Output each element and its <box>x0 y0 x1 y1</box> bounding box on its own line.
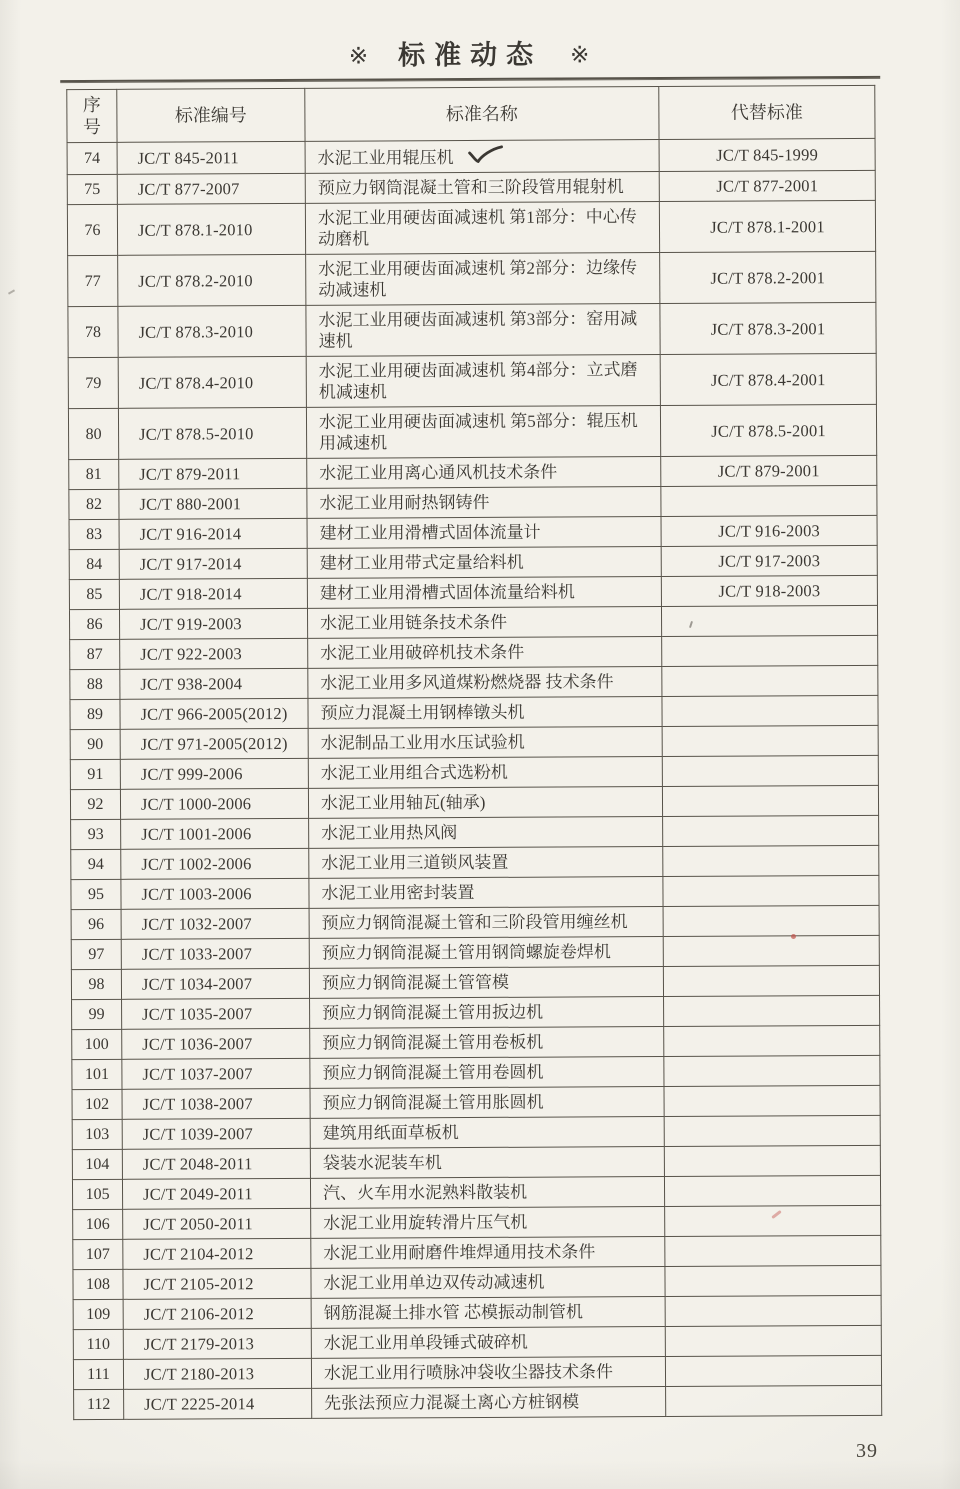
row-serial: 107 <box>73 1239 123 1269</box>
row-serial: 101 <box>72 1059 122 1089</box>
table-row <box>73 1295 881 1329</box>
row-replaced-standard: JC/T 878.1-2001 <box>659 200 875 252</box>
page-title <box>66 36 874 75</box>
row-serial: 83 <box>69 519 119 549</box>
table-row <box>73 1205 881 1239</box>
row-serial: 87 <box>70 639 120 669</box>
row-standard-name: 预应力钢筒混凝土管用卷板机 <box>310 1026 664 1058</box>
row-standard-code: JC/T 878.5-2010 <box>118 407 306 459</box>
row-standard-name: 水泥工业用耐磨件堆焊通用技术条件 <box>311 1236 665 1268</box>
table-row <box>71 815 879 849</box>
row-serial: 76 <box>67 204 117 255</box>
row-standard-code: JC/T 918-2014 <box>119 578 307 609</box>
row-standard-name: 水泥工业用密封装置 <box>309 877 663 909</box>
row-standard-code: JC/T 878.1-2010 <box>117 203 305 255</box>
row-standard-name: 水泥工业用行喷脉冲袋收尘器技术条件 <box>311 1356 665 1388</box>
col-header-serial: 序号 <box>67 89 117 142</box>
standards-table-header <box>67 85 875 142</box>
row-standard-name: 水泥工业用单边双传动减速机 <box>311 1266 665 1298</box>
scan-artifact-red-speck <box>791 934 796 939</box>
col-header-name: 标准名称 <box>305 87 659 142</box>
row-replaced-standard <box>664 1085 880 1116</box>
row-standard-code: JC/T 1001-2006 <box>121 818 309 849</box>
row-standard-code: JC/T 845-2011 <box>117 141 305 174</box>
table-row <box>72 1145 880 1179</box>
row-standard-code: JC/T 880-2001 <box>119 488 307 519</box>
page-number: 39 <box>856 1440 878 1462</box>
scan-artifact-margin-mark <box>8 289 15 294</box>
row-replaced-standard <box>662 665 878 696</box>
row-standard-code: JC/T 2104-2012 <box>123 1238 311 1269</box>
row-standard-code: JC/T 1003-2006 <box>121 878 309 909</box>
col-header-code: 标准编号 <box>117 88 305 142</box>
table-row <box>67 170 875 204</box>
table-row <box>69 455 877 489</box>
row-serial: 109 <box>73 1299 123 1329</box>
table-row <box>70 785 878 819</box>
row-replaced-standard <box>663 935 879 966</box>
row-standard-name: 水泥工业用离心通风机技术条件 <box>307 457 661 489</box>
table-row <box>69 605 877 639</box>
row-standard-name: 水泥工业用辊压机 <box>305 140 659 174</box>
row-serial: 81 <box>69 459 119 489</box>
row-serial: 86 <box>69 609 119 639</box>
row-standard-name: 袋装水泥装车机 <box>310 1146 664 1178</box>
row-replaced-standard: JC/T 916-2003 <box>661 515 877 546</box>
row-standard-code: JC/T 879-2011 <box>119 458 307 489</box>
row-standard-code: JC/T 878.4-2010 <box>118 356 306 408</box>
row-standard-name: 水泥工业用热风阀 <box>309 817 663 849</box>
row-serial: 111 <box>73 1359 123 1389</box>
col-header-replaced: 代替标准 <box>659 85 875 139</box>
row-serial: 80 <box>68 408 118 459</box>
table-row <box>67 138 875 174</box>
masthead <box>66 36 874 83</box>
row-standard-code: JC/T 916-2014 <box>119 518 307 549</box>
row-replaced-standard <box>664 1175 880 1206</box>
row-serial: 112 <box>74 1389 124 1419</box>
row-replaced-standard <box>662 695 878 726</box>
row-replaced-standard <box>663 905 879 936</box>
table-row <box>73 1325 881 1359</box>
row-standard-code: JC/T 1038-2007 <box>122 1088 310 1119</box>
table-row <box>71 935 879 969</box>
row-serial: 92 <box>70 789 120 819</box>
row-replaced-standard <box>665 1355 881 1386</box>
row-standard-code: JC/T 1036-2007 <box>122 1028 310 1059</box>
row-standard-name: 水泥工业用多风道煤粉燃烧器 技术条件 <box>308 667 662 699</box>
row-standard-name: 建材工业用滑槽式固体流量给料机 <box>307 577 661 609</box>
row-serial: 88 <box>70 669 120 699</box>
row-serial: 104 <box>72 1149 122 1179</box>
row-standard-name: 水泥工业用耐热钢铸件 <box>307 487 661 519</box>
table-row <box>72 1115 880 1149</box>
row-replaced-standard: JC/T 877-2001 <box>659 170 875 201</box>
row-serial: 75 <box>67 174 117 204</box>
row-serial: 97 <box>71 939 121 969</box>
page-content <box>66 36 881 1420</box>
row-standard-name: 水泥工业用硬齿面减速机 第1部分：中心传动磨机 <box>305 202 659 255</box>
row-serial: 100 <box>72 1029 122 1059</box>
table-row <box>67 200 875 255</box>
row-standard-code: JC/T 2050-2011 <box>123 1208 311 1239</box>
table-row <box>74 1385 882 1419</box>
row-standard-code: JC/T 2106-2012 <box>123 1298 311 1329</box>
table-row <box>72 1055 880 1089</box>
row-standard-code: JC/T 2048-2011 <box>122 1148 310 1179</box>
table-row <box>73 1235 881 1269</box>
row-serial: 108 <box>73 1269 123 1299</box>
row-replaced-standard: JC/T 878.3-2001 <box>660 302 876 354</box>
row-replaced-standard <box>665 1205 881 1236</box>
row-replaced-standard: JC/T 878.2-2001 <box>660 251 876 303</box>
row-standard-name: 水泥工业用单段锤式破碎机 <box>311 1326 665 1358</box>
row-standard-name: 水泥工业用硬齿面减速机 第2部分：边缘传动减速机 <box>306 253 660 306</box>
row-standard-code: JC/T 1000-2006 <box>120 788 308 819</box>
row-replaced-standard <box>663 815 879 846</box>
row-standard-name: 建材工业用滑槽式固体流量计 <box>307 517 661 549</box>
table-row <box>71 845 879 879</box>
row-serial: 103 <box>72 1119 122 1149</box>
row-standard-code: JC/T 2179-2013 <box>123 1328 311 1359</box>
table-row <box>70 755 878 789</box>
table-row <box>72 1085 880 1119</box>
row-serial: 105 <box>72 1179 122 1209</box>
row-standard-code: JC/T 922-2003 <box>120 638 308 669</box>
row-replaced-standard <box>661 485 877 516</box>
row-replaced-standard <box>665 1325 881 1356</box>
row-serial: 74 <box>67 142 117 174</box>
row-replaced-standard <box>665 1265 881 1296</box>
row-standard-code: JC/T 999-2006 <box>120 758 308 789</box>
row-serial: 77 <box>68 255 118 306</box>
row-standard-name: 汽、火车用水泥熟料散装机 <box>310 1176 664 1208</box>
row-standard-name: 预应力钢筒混凝土管用胀圆机 <box>310 1086 664 1118</box>
row-replaced-standard: JC/T 878.5-2001 <box>660 404 876 456</box>
header-row <box>67 85 875 142</box>
table-row <box>72 995 880 1029</box>
row-standard-code: JC/T 917-2014 <box>119 548 307 579</box>
table-row <box>68 353 876 408</box>
row-standard-name: 预应力钢筒混凝土管用钢筒螺旋卷焊机 <box>309 937 663 969</box>
row-serial: 110 <box>73 1329 123 1359</box>
row-standard-name: 水泥工业用硬齿面减速机 第4部分：立式磨机减速机 <box>306 355 660 408</box>
row-standard-code: JC/T 2049-2011 <box>122 1178 310 1209</box>
row-serial: 89 <box>70 699 120 729</box>
row-standard-name: 水泥工业用旋转滑片压气机 <box>311 1206 665 1238</box>
table-row <box>69 545 877 579</box>
row-serial: 78 <box>68 306 118 357</box>
row-standard-code: JC/T 938-2004 <box>120 668 308 699</box>
row-standard-name: 预应力混凝土用钢棒镦头机 <box>308 697 662 729</box>
row-standard-code: JC/T 1035-2007 <box>122 998 310 1029</box>
row-standard-name: 水泥工业用轴瓦(轴承) <box>308 787 662 819</box>
row-standard-name: 预应力钢筒混凝土管和三阶段管用辊射机 <box>305 172 659 204</box>
row-standard-code: JC/T 2105-2012 <box>123 1268 311 1299</box>
handwritten-checkmark-icon <box>468 145 504 165</box>
table-row <box>68 251 876 306</box>
table-row <box>73 1355 881 1389</box>
row-standard-code: JC/T 2180-2013 <box>123 1358 311 1389</box>
row-standard-code: JC/T 1032-2007 <box>121 908 309 939</box>
table-row <box>69 575 877 609</box>
row-standard-code: JC/T 1037-2007 <box>122 1058 310 1089</box>
row-standard-code: JC/T 1002-2006 <box>121 848 309 879</box>
row-serial: 99 <box>72 999 122 1029</box>
row-serial: 91 <box>70 759 120 789</box>
row-standard-name: 先张法预应力混凝土离心方桩钢模 <box>312 1386 666 1418</box>
row-serial: 82 <box>69 489 119 519</box>
row-serial: 85 <box>69 579 119 609</box>
row-replaced-standard <box>666 1385 882 1416</box>
row-serial: 96 <box>71 909 121 939</box>
row-replaced-standard <box>662 635 878 666</box>
row-replaced-standard <box>665 1235 881 1266</box>
row-standard-name: 预应力钢筒混凝土管用卷圆机 <box>310 1056 664 1088</box>
table-row <box>69 515 877 549</box>
row-replaced-standard <box>663 845 879 876</box>
row-replaced-standard <box>664 1145 880 1176</box>
row-standard-code: JC/T 919-2003 <box>119 608 307 639</box>
row-serial: 95 <box>71 879 121 909</box>
row-standard-name: 水泥工业用链条技术条件 <box>307 607 661 639</box>
row-standard-name: 预应力钢筒混凝土管和三阶段管用缠丝机 <box>309 907 663 939</box>
row-replaced-standard <box>662 725 878 756</box>
row-standard-code: JC/T 877-2007 <box>117 173 305 204</box>
row-replaced-standard: JC/T 879-2001 <box>661 455 877 486</box>
row-serial: 102 <box>72 1089 122 1119</box>
row-serial: 93 <box>71 819 121 849</box>
row-serial: 79 <box>68 357 118 408</box>
table-row <box>68 404 876 459</box>
row-standard-name: 水泥工业用硬齿面减速机 第5部分：辊压机用减速机 <box>306 406 660 459</box>
row-standard-code: JC/T 1039-2007 <box>122 1118 310 1149</box>
table-row <box>70 665 878 699</box>
row-standard-name: 钢筋混凝土排水管 芯模振动制管机 <box>311 1296 665 1328</box>
row-standard-code: JC/T 1034-2007 <box>121 968 309 999</box>
row-replaced-standard <box>662 785 878 816</box>
row-standard-name: 水泥工业用破碎机技术条件 <box>308 637 662 669</box>
row-standard-code: JC/T 878.3-2010 <box>118 305 306 357</box>
row-replaced-standard <box>663 965 879 996</box>
row-standard-name: 预应力钢筒混凝土管用扳边机 <box>310 996 664 1028</box>
row-standard-name: 预应力钢筒混凝土管管模 <box>309 967 663 999</box>
row-standard-code: JC/T 966-2005(2012) <box>120 698 308 729</box>
row-serial: 90 <box>70 729 120 759</box>
row-replaced-standard <box>664 995 880 1026</box>
row-replaced-standard <box>665 1295 881 1326</box>
row-replaced-standard <box>664 1055 880 1086</box>
page-title-text: 标准动态 <box>398 39 543 71</box>
table-row <box>73 1265 881 1299</box>
row-serial: 106 <box>73 1209 123 1239</box>
row-standard-name: 建材工业用带式定量给料机 <box>307 547 661 579</box>
title-decoration-right-icon: ※ <box>570 42 592 68</box>
row-replaced-standard: JC/T 918-2003 <box>661 575 877 606</box>
row-serial: 98 <box>71 969 121 999</box>
row-replaced-standard: JC/T 878.4-2001 <box>660 353 876 405</box>
row-replaced-standard <box>664 1025 880 1056</box>
table-row <box>72 1025 880 1059</box>
table-row <box>72 1175 880 1209</box>
row-replaced-standard <box>663 875 879 906</box>
row-standard-name: 建筑用纸面草板机 <box>310 1116 664 1148</box>
row-standard-code: JC/T 878.2-2010 <box>118 254 306 306</box>
row-standard-code: JC/T 1033-2007 <box>121 938 309 969</box>
table-row <box>68 302 876 357</box>
table-row <box>70 635 878 669</box>
row-replaced-standard <box>661 605 877 636</box>
table-row <box>70 695 878 729</box>
table-row <box>71 905 879 939</box>
table-row <box>69 485 877 519</box>
row-standard-code: JC/T 971-2005(2012) <box>120 728 308 759</box>
row-replaced-standard <box>664 1115 880 1146</box>
row-standard-name: 水泥工业用硬齿面减速机 第3部分：窑用减速机 <box>306 304 660 357</box>
row-serial: 84 <box>69 549 119 579</box>
table-row <box>71 965 879 999</box>
row-standard-code: JC/T 2225-2014 <box>124 1388 312 1419</box>
row-standard-name: 水泥工业用三道锁风装置 <box>309 847 663 879</box>
table-row <box>70 725 878 759</box>
standards-table-body <box>67 138 882 1419</box>
standards-table <box>66 85 882 1420</box>
row-serial: 94 <box>71 849 121 879</box>
row-replaced-standard: JC/T 917-2003 <box>661 545 877 576</box>
row-replaced-standard <box>662 755 878 786</box>
row-standard-name: 水泥制品工业用水压试验机 <box>308 727 662 759</box>
title-decoration-left-icon: ※ <box>348 43 371 69</box>
row-standard-name: 水泥工业用组合式选粉机 <box>308 757 662 789</box>
row-replaced-standard: JC/T 845-1999 <box>659 138 875 171</box>
header-double-rule <box>60 76 880 83</box>
table-row <box>71 875 879 909</box>
